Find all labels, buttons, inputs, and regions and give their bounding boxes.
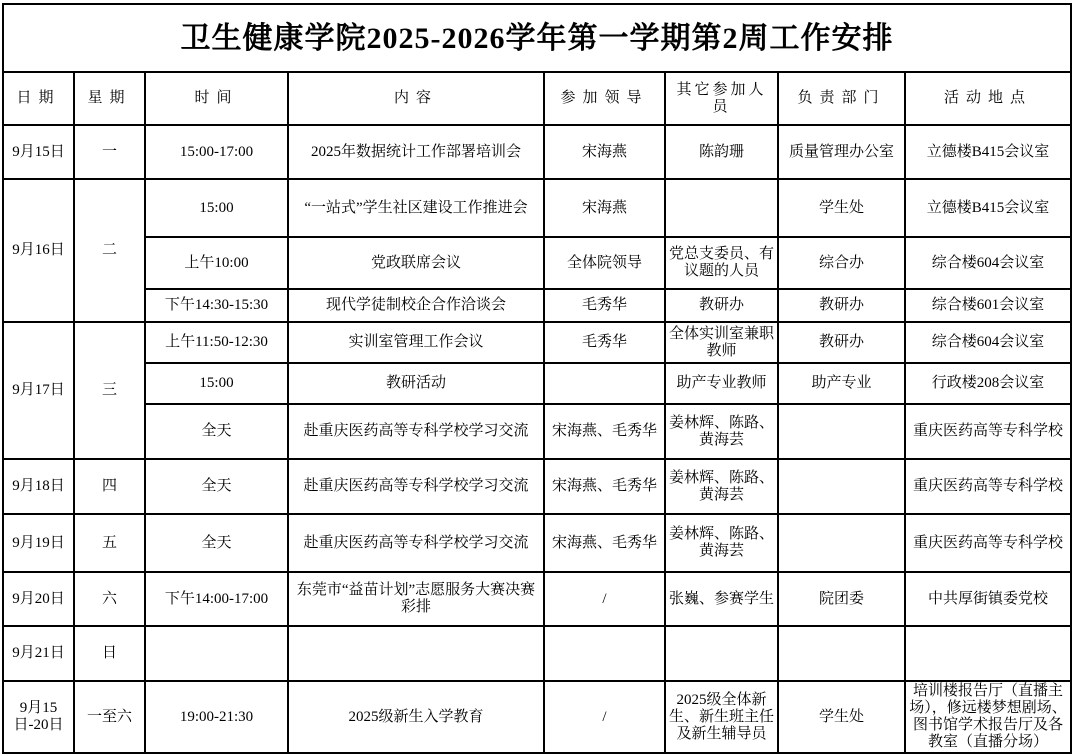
cell-content: 党政联席会议	[288, 237, 544, 289]
cell-leaders: 宋海燕、毛秀华	[544, 404, 665, 459]
cell-others: 姜林辉、陈路、黄海芸	[665, 404, 778, 459]
cell-leaders: 宋海燕	[544, 179, 665, 237]
cell-date: 9月18日	[3, 459, 74, 514]
table-row	[3, 626, 1071, 681]
cell-content: 2025年数据统计工作部署培训会	[288, 125, 544, 179]
cell-content: 2025级新生入学教育	[288, 681, 544, 753]
table-row	[3, 179, 1071, 237]
cell-dept: 助产专业	[778, 363, 905, 404]
cell-date: 9月15日	[3, 125, 74, 179]
cell-time: 上午11:50-12:30	[145, 322, 288, 363]
cell-others	[665, 626, 778, 681]
table-row	[3, 514, 1071, 572]
table-row	[3, 572, 1071, 626]
table-row	[3, 681, 1071, 753]
cell-time: 15:00-17:00	[145, 125, 288, 179]
cell-content: 赴重庆医药高等专科学校学习交流	[288, 514, 544, 572]
cell-leaders: 全体院领导	[544, 237, 665, 289]
cell-time: 下午14:00-17:00	[145, 572, 288, 626]
cell-dept: 教研办	[778, 289, 905, 322]
cell-location: 重庆医药高等专科学校	[905, 459, 1071, 514]
header-row	[3, 72, 1071, 125]
cell-time: 全天	[145, 514, 288, 572]
cell-content: 实训室管理工作会议	[288, 322, 544, 363]
cell-others: 姜林辉、陈路、黄海芸	[665, 459, 778, 514]
cell-others: 全体实训室兼职教师	[665, 322, 778, 363]
cell-location: 综合楼604会议室	[905, 322, 1071, 363]
cell-leaders: /	[544, 681, 665, 753]
cell-content: 教研活动	[288, 363, 544, 404]
table-row	[3, 125, 1071, 179]
cell-time: 全天	[145, 459, 288, 514]
cell-dept: 院团委	[778, 572, 905, 626]
cell-others: 教研办	[665, 289, 778, 322]
cell-location: 中共厚街镇委党校	[905, 572, 1071, 626]
table-row	[3, 363, 1071, 404]
table-row	[3, 289, 1071, 322]
cell-others: 张巍、参赛学生	[665, 572, 778, 626]
cell-dept	[778, 404, 905, 459]
cell-date: 9月17日	[3, 322, 74, 459]
cell-leaders: /	[544, 572, 665, 626]
cell-leaders	[544, 626, 665, 681]
cell-leaders: 宋海燕、毛秀华	[544, 514, 665, 572]
title-row	[3, 4, 1071, 72]
table-row	[3, 404, 1071, 459]
column-header-dept: 负责部门	[778, 72, 905, 125]
cell-dept	[778, 459, 905, 514]
cell-date: 9月19日	[3, 514, 74, 572]
cell-leaders	[544, 363, 665, 404]
cell-week: 二	[74, 179, 145, 322]
column-header-week: 星期	[74, 72, 145, 125]
cell-week: 四	[74, 459, 145, 514]
cell-content: 赴重庆医药高等专科学校学习交流	[288, 404, 544, 459]
cell-leaders: 毛秀华	[544, 289, 665, 322]
cell-content: 东莞市“益苗计划”志愿服务大赛决赛彩排	[288, 572, 544, 626]
schedule-table	[2, 3, 1072, 754]
column-header-others: 其它参加人员	[665, 72, 778, 125]
cell-week: 一	[74, 125, 145, 179]
cell-dept: 学生处	[778, 179, 905, 237]
cell-leaders: 毛秀华	[544, 322, 665, 363]
cell-others: 陈韵珊	[665, 125, 778, 179]
cell-dept: 综合办	[778, 237, 905, 289]
cell-leaders: 宋海燕	[544, 125, 665, 179]
cell-dept: 质量管理办公室	[778, 125, 905, 179]
cell-time: 15:00	[145, 179, 288, 237]
cell-location: 综合楼601会议室	[905, 289, 1071, 322]
cell-date: 9月21日	[3, 626, 74, 681]
column-header-leaders: 参加领导	[544, 72, 665, 125]
cell-dept	[778, 514, 905, 572]
cell-location: 培训楼报告厅（直播主场），修远楼梦想剧场、图书馆学术报告厅及各教室（直播分场）	[905, 681, 1071, 753]
cell-date: 9月15日-20日	[3, 681, 74, 753]
cell-dept: 学生处	[778, 681, 905, 753]
cell-time	[145, 626, 288, 681]
cell-content: “一站式”学生社区建设工作推进会	[288, 179, 544, 237]
cell-others: 党总支委员、有议题的人员	[665, 237, 778, 289]
cell-location	[905, 626, 1071, 681]
cell-time: 15:00	[145, 363, 288, 404]
cell-location: 重庆医药高等专科学校	[905, 404, 1071, 459]
cell-location: 重庆医药高等专科学校	[905, 514, 1071, 572]
cell-time: 全天	[145, 404, 288, 459]
cell-date: 9月16日	[3, 179, 74, 322]
cell-week: 一至六	[74, 681, 145, 753]
cell-date: 9月20日	[3, 572, 74, 626]
cell-dept	[778, 626, 905, 681]
column-header-location: 活动地点	[905, 72, 1071, 125]
column-header-date: 日期	[3, 72, 74, 125]
cell-week: 五	[74, 514, 145, 572]
cell-others: 助产专业教师	[665, 363, 778, 404]
cell-others: 2025级全体新生、新生班主任及新生辅导员	[665, 681, 778, 753]
cell-others: 姜林辉、陈路、黄海芸	[665, 514, 778, 572]
cell-time: 19:00-21:30	[145, 681, 288, 753]
cell-week: 三	[74, 322, 145, 459]
page-title: 卫生健康学院2025-2026学年第一学期第2周工作安排	[3, 4, 1071, 72]
cell-leaders: 宋海燕、毛秀华	[544, 459, 665, 514]
cell-location: 综合楼604会议室	[905, 237, 1071, 289]
cell-week: 日	[74, 626, 145, 681]
cell-location: 立德楼B415会议室	[905, 179, 1071, 237]
table-row	[3, 237, 1071, 289]
cell-location: 立德楼B415会议室	[905, 125, 1071, 179]
table-row	[3, 459, 1071, 514]
cell-content: 现代学徒制校企合作洽谈会	[288, 289, 544, 322]
column-header-time: 时间	[145, 72, 288, 125]
cell-week: 六	[74, 572, 145, 626]
cell-time: 下午14:30-15:30	[145, 289, 288, 322]
cell-location: 行政楼208会议室	[905, 363, 1071, 404]
cell-content: 赴重庆医药高等专科学校学习交流	[288, 459, 544, 514]
cell-time: 上午10:00	[145, 237, 288, 289]
cell-content	[288, 626, 544, 681]
column-header-content: 内容	[288, 72, 544, 125]
cell-others	[665, 179, 778, 237]
table-row	[3, 322, 1071, 363]
cell-dept: 教研办	[778, 322, 905, 363]
